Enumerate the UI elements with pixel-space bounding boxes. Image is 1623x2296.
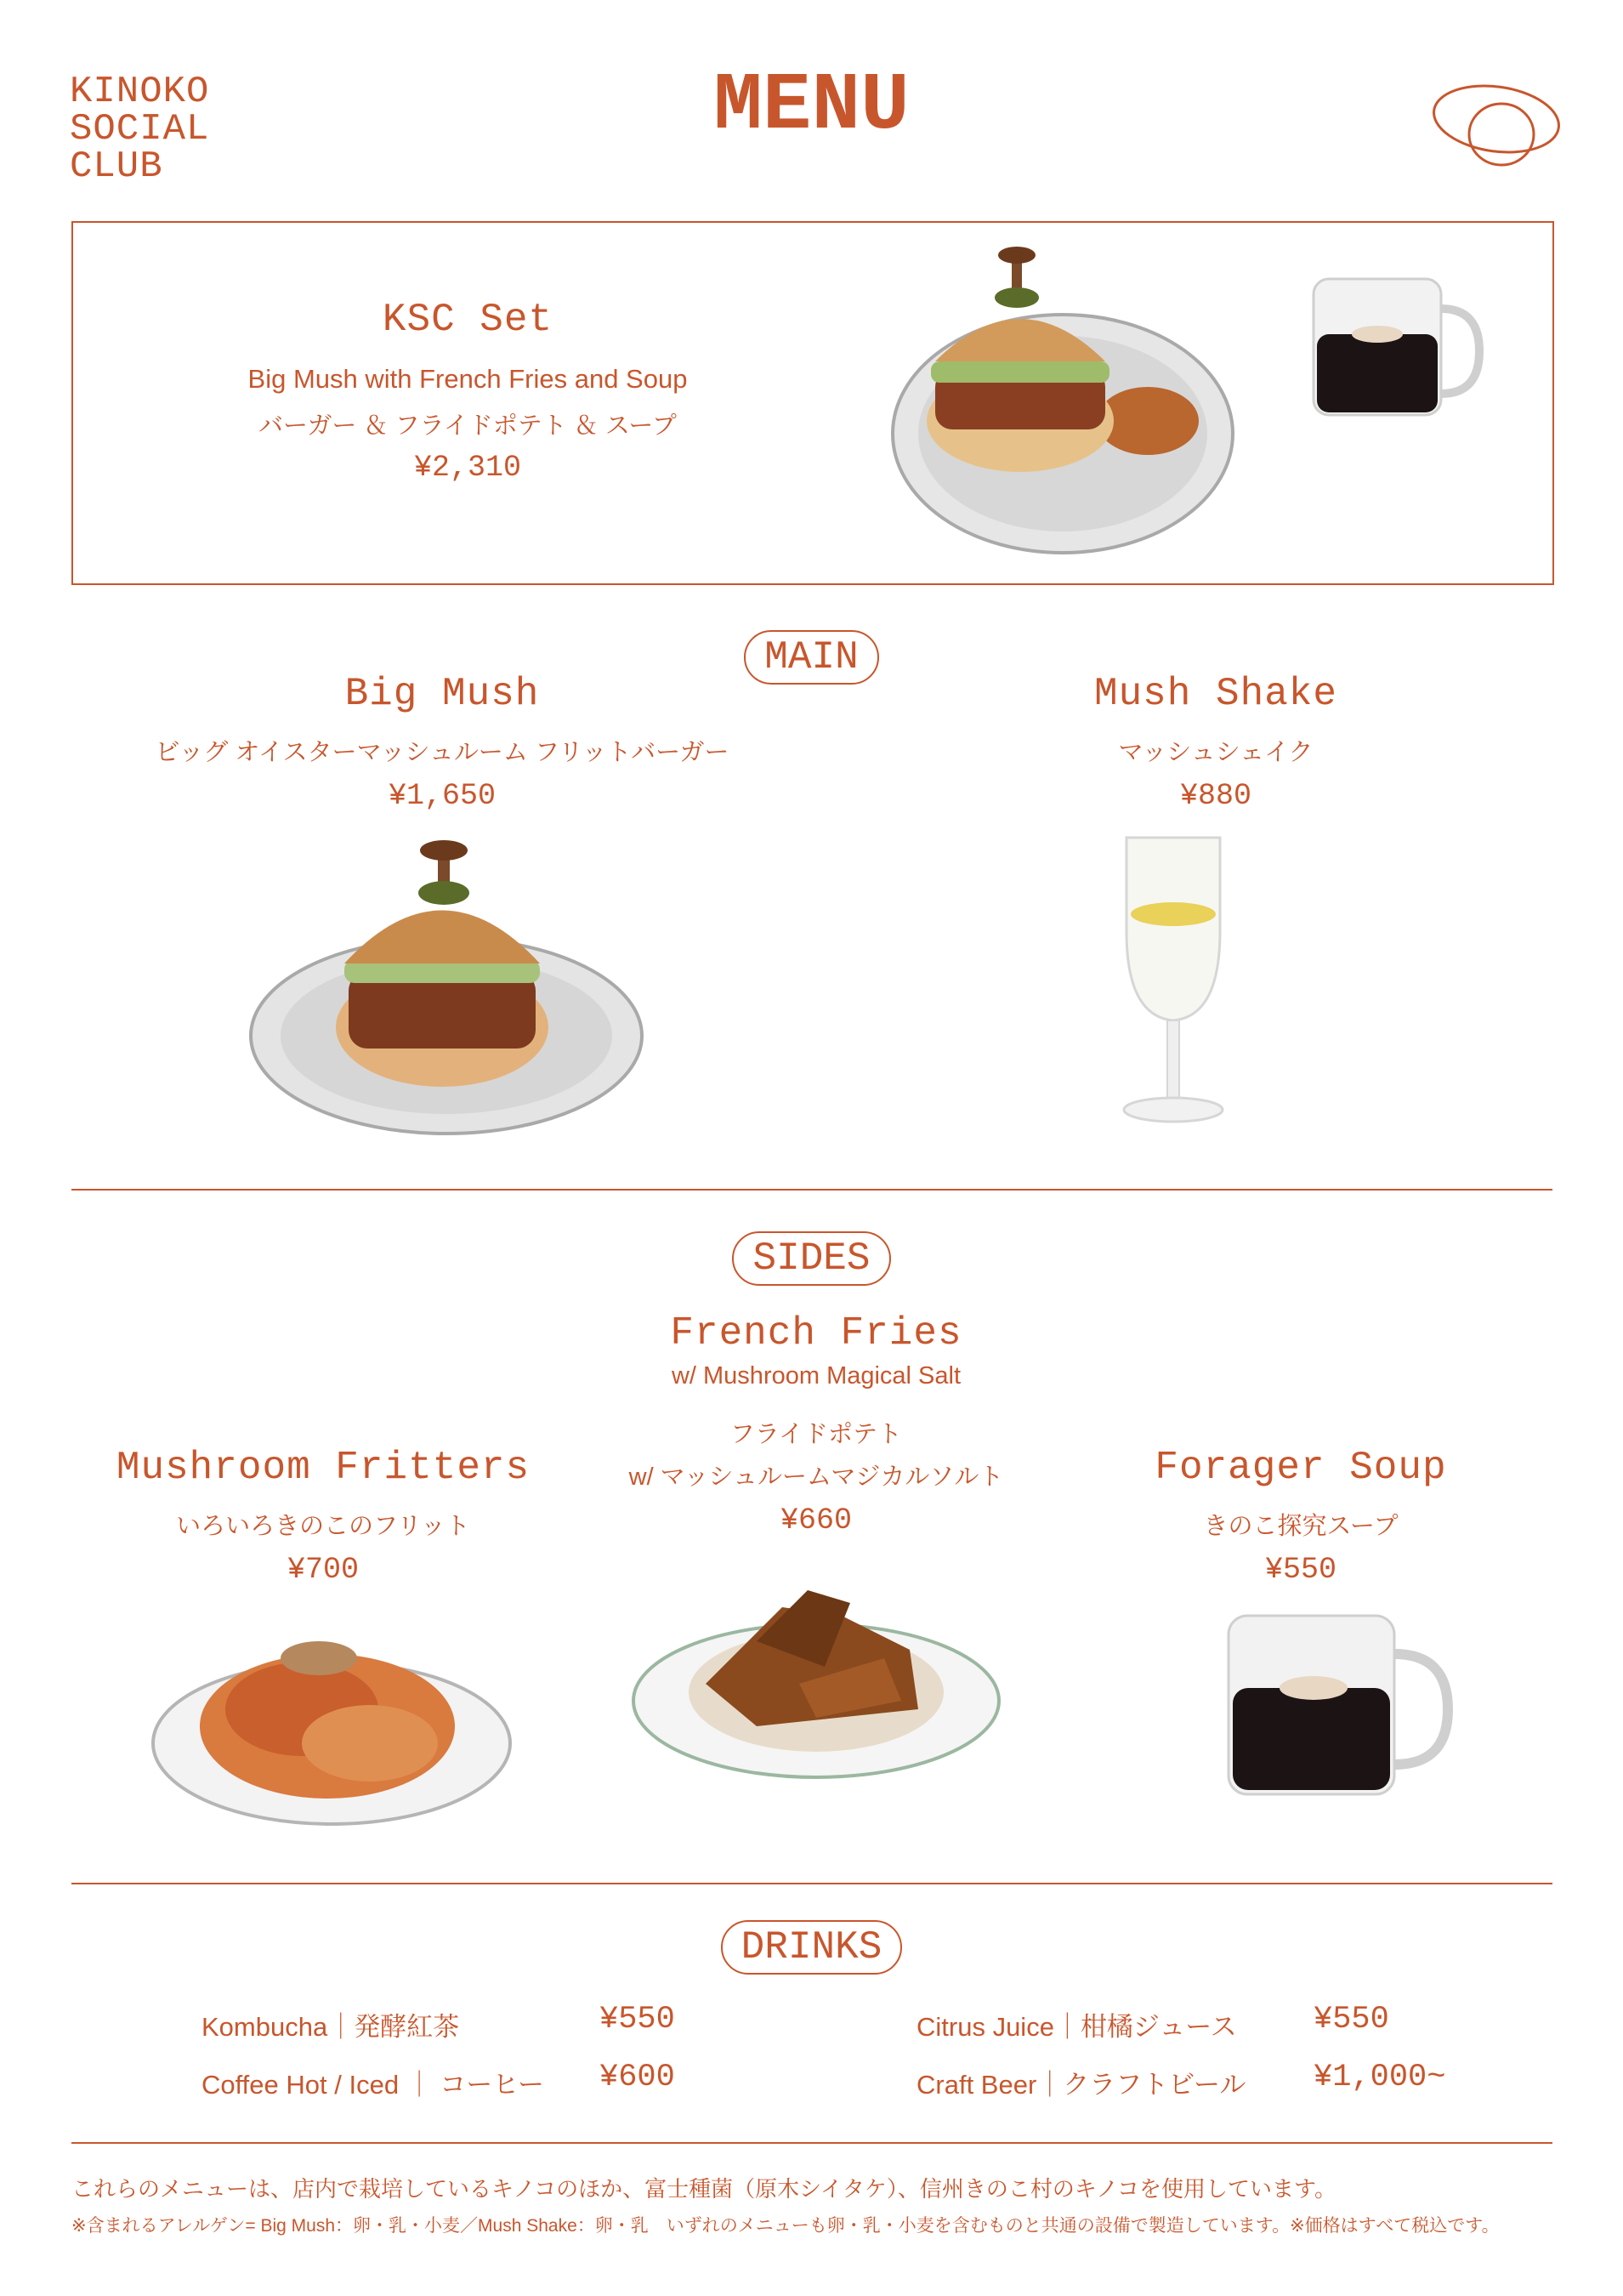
mush-shake-glass-image: [1109, 829, 1237, 1135]
big-mush-name: Big Mush: [344, 672, 540, 716]
divider-drinks-footer: [71, 2142, 1552, 2144]
divider-main-sides: [71, 1189, 1552, 1191]
french-fries-jp: フライドポテト: [729, 1421, 903, 1448]
mushroom-fritters-name: Mushroom Fritters: [116, 1446, 531, 1490]
mushroom-fritters-image: [149, 1616, 514, 1828]
page-title: MENU: [713, 60, 910, 152]
french-fries-image: [629, 1556, 1003, 1786]
divider-sides-drinks: [71, 1883, 1552, 1884]
french-fries-en: w/ Mushroom Magical Salt: [671, 1362, 962, 1390]
footer-allergen-note: ※含まれるアレルゲン= Big Mush：卵・乳・小麦／Mush Shake：卵・乳 いずれのメニューも卵・乳・小麦を含むものと共通の設備で製造しています。※価格はすべて税込です。: [71, 2216, 1500, 2236]
big-mush-image: [247, 840, 646, 1138]
drink-citrus-juice-label: Citrus Juice｜柑橘ジュース: [916, 2012, 1237, 2042]
set-price: ¥2,310: [413, 451, 522, 485]
mush-shake-jp: マッシュシェイク: [1118, 739, 1314, 766]
mush-shake-price: ¥880: [1179, 779, 1251, 813]
brand-logo-text: KINOKO SOCIAL CLUB: [70, 71, 210, 188]
brand-ring-logo-icon: [1428, 70, 1564, 180]
french-fries-price: ¥660: [780, 1503, 852, 1537]
drink-coffee-label: Coffee Hot / Iced ｜ コーヒー: [201, 2070, 545, 2100]
sides-heading-badge: [0, 1231, 1623, 1286]
set-name: KSC Set: [382, 298, 553, 342]
drinks-heading-badge: [0, 1920, 1623, 1975]
drinks-heading: DRINKS: [721, 1920, 903, 1975]
french-fries-jp-salt: w/ マッシュルームマジカルソルト: [628, 1463, 1004, 1491]
mushroom-fritters-jp: いろいろきのこのフリット: [176, 1513, 470, 1540]
mush-shake-name: Mush Shake: [1093, 672, 1338, 716]
forager-soup-name: Forager Soup: [1155, 1446, 1447, 1490]
drink-citrus-juice-price: ¥550: [1314, 2002, 1389, 2037]
forager-soup-price: ¥550: [1264, 1553, 1336, 1587]
drink-kombucha-label: Kombucha｜発酵紅茶: [201, 2012, 460, 2042]
french-fries-name: French Fries: [670, 1311, 962, 1355]
forager-soup-mug-image: [1220, 1607, 1458, 1803]
drink-kombucha-price: ¥550: [599, 2002, 675, 2037]
footer-note: これらのメニューは、店内で栽培しているキノコのほか、富士種菌（原木シイタケ）、信州きのこ村のキノコを使用しています。: [71, 2176, 1336, 2202]
drink-coffee-price: ¥600: [599, 2060, 675, 2095]
mushroom-fritters-price: ¥700: [287, 1553, 359, 1587]
forager-soup-jp: きのこ探究スープ: [1203, 1513, 1399, 1540]
set-description-jp: バーガー ＆ フライドポテト ＆ スープ: [258, 412, 677, 440]
big-mush-jp: ビッグ オイスターマッシュルーム フリットバーガー: [155, 739, 729, 766]
sides-heading: SIDES: [732, 1231, 890, 1286]
main-heading: MAIN: [744, 630, 878, 685]
big-mush-price: ¥1,650: [388, 779, 497, 813]
drink-craft-beer-price: ¥1,000~: [1314, 2060, 1446, 2095]
set-soup-mug-image: [1305, 270, 1484, 423]
set-description-en: Big Mush with French Fries and Soup: [247, 364, 688, 394]
set-burger-plate-image: [884, 242, 1241, 565]
drink-craft-beer-label: Craft Beer｜クラフトビール: [916, 2070, 1246, 2100]
